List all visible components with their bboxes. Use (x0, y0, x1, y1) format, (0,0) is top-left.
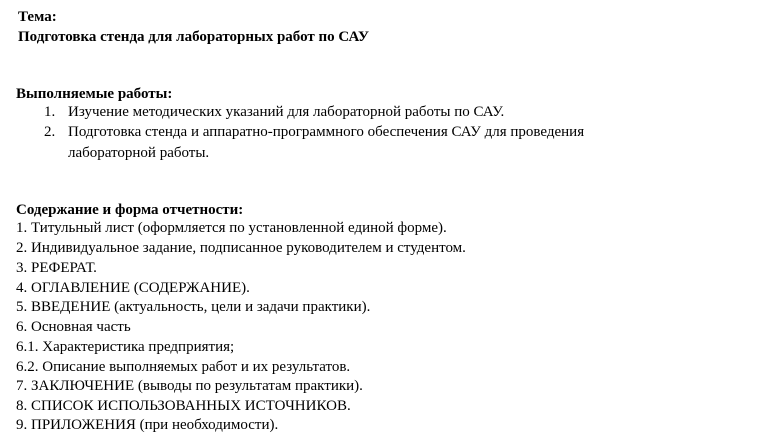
report-item: 7. ЗАКЛЮЧЕНИЕ (выводы по результатам практики). (16, 378, 363, 394)
works-item-text: Изучение методических указаний для лабораторной работы по САУ. (68, 104, 505, 120)
report-item: 3. РЕФЕРАТ. (16, 260, 97, 276)
report-item: 8. СПИСОК ИСПОЛЬЗОВАННЫХ ИСТОЧНИКОВ. (16, 398, 351, 414)
report-item: 1. Титульный лист (оформляется по установленной единой форме). (16, 220, 447, 236)
report-item: 6.2. Описание выполняемых работ и их результатов. (16, 359, 351, 375)
report-item: 6. Основная часть (16, 319, 131, 335)
works-heading: Выполняемые работы: (16, 86, 173, 102)
works-item-text-continued: лабораторной работы. (68, 145, 210, 161)
report-item: 4. ОГЛАВЛЕНИЕ (СОДЕРЖАНИЕ). (16, 280, 250, 296)
topic-label: Тема: (18, 9, 57, 25)
works-item-number: 2. (44, 124, 56, 140)
works-item-text: Подготовка стенда и аппаратно-программного обеспечения САУ для проведения (68, 124, 585, 140)
report-item: 2. Индивидуальное задание, подписанное руководителем и студентом. (16, 240, 466, 256)
report-item: 5. ВВЕДЕНИЕ (актуальность, цели и задачи практики). (16, 299, 371, 315)
topic-title: Подготовка стенда для лабораторных работ по САУ (18, 29, 370, 45)
works-item-number: 1. (44, 104, 56, 120)
report-item: 6.1. Характеристика предприятия; (16, 339, 235, 355)
report-heading: Содержание и форма отчетности: (16, 202, 244, 218)
report-item: 9. ПРИЛОЖЕНИЯ (при необходимости). (16, 417, 279, 433)
